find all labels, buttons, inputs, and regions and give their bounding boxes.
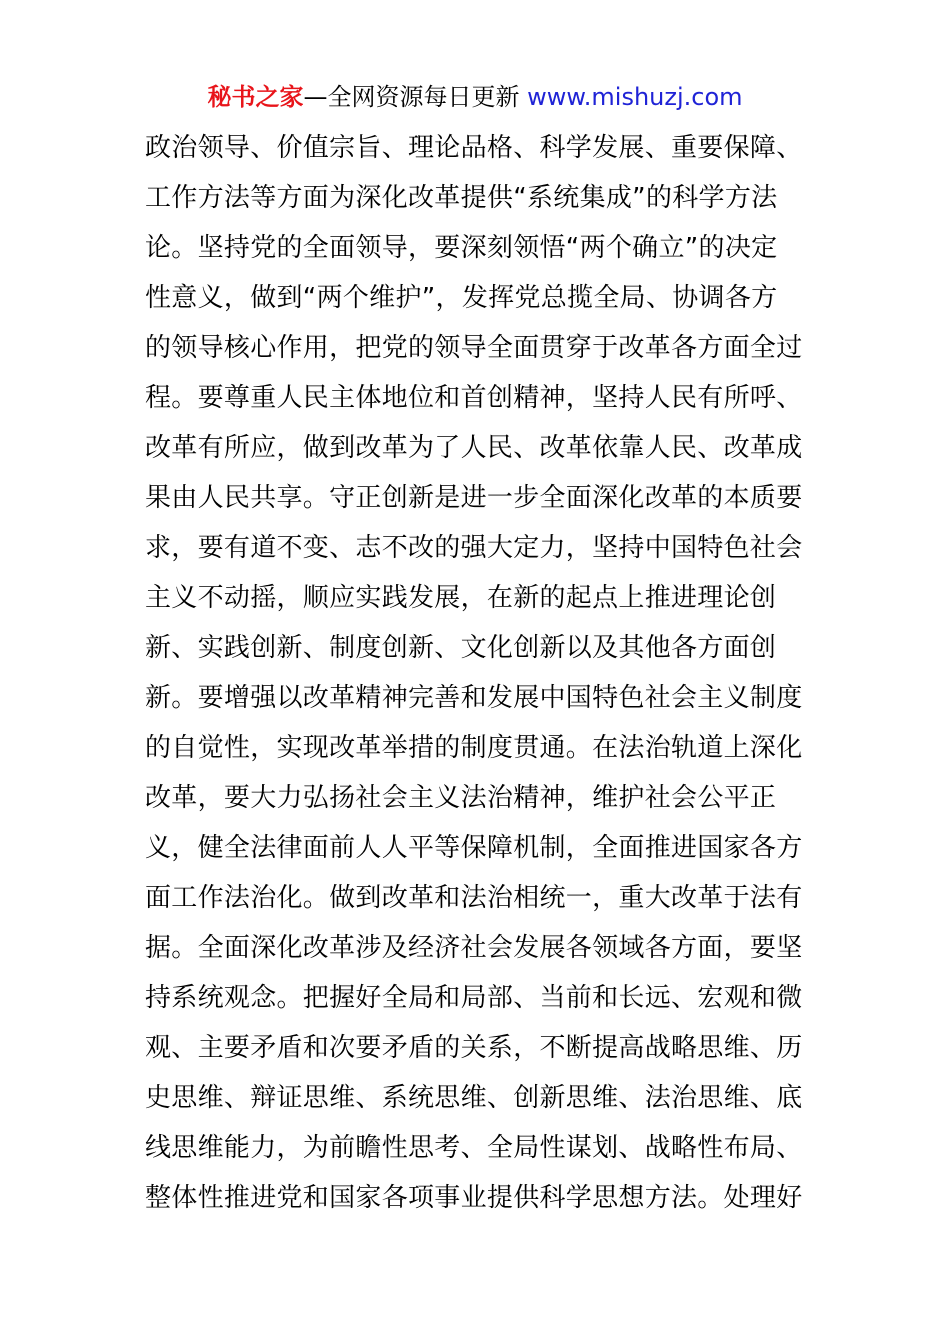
site-url[interactable]: www.mishuzj.com: [527, 83, 743, 111]
text-line: 义，健全法律面前人人平等保障机制，全面推进国家各方: [145, 833, 803, 863]
text-line: 的领导核心作用，把党的领导全面贯穿于改革各方面全过: [145, 333, 803, 363]
text-line: 改革有所应，做到改革为了人民、改革依靠人民、改革成: [145, 433, 803, 463]
text-line: 工作方法等方面为深化改革提供“系统集成”的科学方法: [145, 183, 778, 213]
text-line: 线思维能力，为前瞻性思考、全局性谋划、战略性布局、: [145, 1133, 803, 1163]
text-line: 面工作法治化。做到改革和法治相统一，重大改革于法有: [145, 883, 803, 913]
text-line: 论。坚持党的全面领导，要深刻领悟“两个确立”的决定: [145, 233, 778, 263]
text-line: 整体性推进党和国家各项事业提供科学思想方法。处理好: [145, 1183, 803, 1213]
text-line: 的自觉性，实现改革举措的制度贯通。在法治轨道上深化: [145, 733, 803, 763]
brand-name: 秘书之家: [207, 83, 304, 111]
text-line: 新。要增强以改革精神完善和发展中国特色社会主义制度: [145, 683, 803, 713]
text-line: 求，要有道不变、志不改的强大定力，坚持中国特色社会: [145, 533, 803, 563]
text-line: 改革，要大力弘扬社会主义法治精神，维护社会公平正: [145, 783, 777, 813]
text-line: 主义不动摇，顺应实践发展，在新的起点上推进理论创: [145, 583, 777, 613]
text-line: 观、主要矛盾和次要矛盾的关系，不断提高战略思维、历: [145, 1033, 803, 1063]
document-body: [145, 123, 810, 1223]
text-line: 程。要尊重人民主体地位和首创精神，坚持人民有所呼、: [145, 383, 803, 413]
text-line: 政治领导、价值宗旨、理论品格、科学发展、重要保障、: [145, 133, 803, 163]
text-line: 史思维、辩证思维、系统思维、创新思维、法治思维、底: [145, 1083, 803, 1113]
text-line: 持系统观念。把握好全局和局部、当前和长远、宏观和微: [145, 983, 803, 1013]
page-header: [0, 80, 950, 114]
text-line: 新、实践创新、制度创新、文化创新以及其他各方面创: [145, 633, 777, 663]
text-line: 性意义，做到“两个维护”，发挥党总揽全局、协调各方: [145, 283, 778, 313]
text-line: 果由人民共享。守正创新是进一步全面深化改革的本质要: [145, 483, 803, 513]
text-line: 据。全面深化改革涉及经济社会发展各领域各方面，要坚: [145, 933, 803, 963]
header-tagline: —全网资源每日更新: [303, 83, 528, 111]
